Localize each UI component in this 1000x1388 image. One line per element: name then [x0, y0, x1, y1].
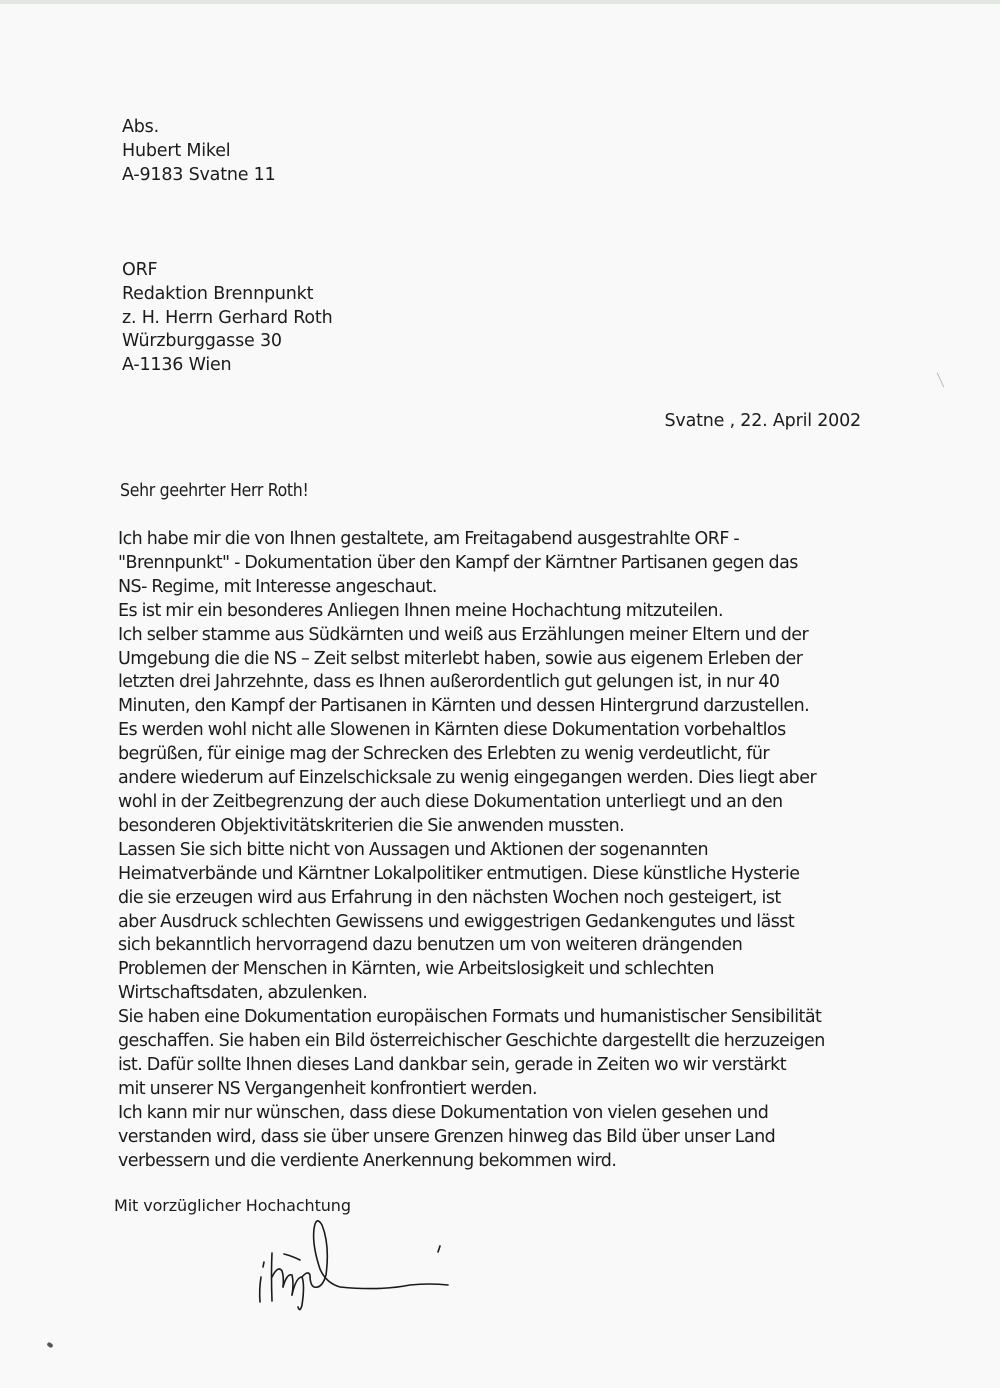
body-line: geschaffen. Sie haben ein Bild österreichischer Geschichte dargestellt die herzuzeigen — [118, 1031, 825, 1052]
body-line: die sie erzeugen wird aus Erfahrung in den nächsten Wochen noch gesteigert, ist — [118, 887, 781, 908]
body-line: letzten drei Jahrzehnte, dass es Ihnen außerordentlich gut gelungen ist, in nur 40 — [118, 672, 780, 693]
body-line: Es werden wohl nicht alle Slowenen in Kärnten diese Dokumentation vorbehaltlos — [118, 720, 786, 741]
recipient-organization: ORF — [122, 260, 158, 280]
recipient-attention: z. H. Herrn Gerhard Roth — [122, 307, 333, 328]
body-line: aber Ausdruck schlechten Gewissens und ewiggestrigen Gedankengutes und lässt — [118, 911, 795, 932]
body-line: Lassen Sie sich bitte nicht von Aussagen und Aktionen der sogenannten — [118, 839, 709, 860]
letter-date: Svatne , 22. April 2002 — [664, 411, 861, 431]
body-line: verbessern und die verdiente Anerkennung bekommen wird. — [118, 1150, 617, 1171]
body-line: Problemen der Menschen in Kärnten, wie Arbeitslosigkeit und schlechten — [118, 959, 714, 980]
body-line: wohl in der Zeitbegrenzung der auch diese Dokumentation unterliegt und an den — [118, 791, 783, 812]
sender-label: Abs. — [122, 117, 159, 137]
letter-body — [118, 528, 878, 1173]
recipient-department: Redaktion Brennpunkt — [122, 283, 314, 304]
body-line: NS- Regime, mit Interesse angeschaut. — [118, 576, 437, 597]
recipient-city: A-1136 Wien — [122, 355, 232, 376]
body-line: Minuten, den Kampf der Partisanen in Kärnten und dessen Hintergrund darzustellen. — [118, 696, 810, 717]
sender-address-block — [122, 116, 276, 187]
recipient-address-block — [122, 259, 332, 378]
body-line: andere wiederum auf Einzelschicksale zu wenig eingegangen werden. Dies liegt aber — [118, 768, 817, 789]
body-line: Es ist mir ein besonderes Anliegen Ihnen meine Hochachtung mitzuteilen. — [118, 600, 723, 621]
body-line: besonderen Objektivitätskriterien die Sie anwenden mussten. — [118, 815, 625, 836]
closing-phrase: Mit vorzüglicher Hochachtung — [114, 1196, 351, 1215]
signature-icon — [250, 1215, 480, 1315]
stray-ink-mark — [46, 1342, 53, 1349]
recipient-street: Würzburggasse 30 — [122, 331, 282, 352]
body-line: Wirtschaftsdaten, abzulenken. — [118, 983, 368, 1004]
sender-address: A-9183 Svatne 11 — [122, 164, 276, 185]
scan-top-edge — [0, 0, 1000, 4]
body-line: Ich kann mir nur wünschen, dass diese Dokumentation von vielen gesehen und — [118, 1102, 769, 1123]
body-line: sich bekanntlich hervorragend dazu benutzen um von weiteren drängenden — [118, 935, 743, 956]
body-line: Umgebung die die NS – Zeit selbst miterlebt haben, sowie aus eigenem Erleben der — [118, 648, 803, 669]
body-line: "Brennpunkt" - Dokumentation über den Kampf der Kärntner Partisanen gegen das — [118, 552, 798, 573]
body-line: verstanden wird, dass sie über unsere Grenzen hinweg das Bild über unser Land — [118, 1126, 776, 1147]
body-line: Heimatverbände und Kärntner Lokalpolitiker entmutigen. Diese künstliche Hysterie — [118, 863, 800, 884]
body-line: mit unserer NS Vergangenheit konfrontiert werden. — [118, 1078, 538, 1099]
body-line: ist. Dafür sollte Ihnen dieses Land dankbar sein, gerade in Zeiten wo wir verstärkt — [118, 1054, 787, 1075]
sender-name: Hubert Mikel — [122, 140, 231, 161]
body-line: Ich selber stamme aus Südkärnten und weiß aus Erzählungen meiner Eltern und der — [118, 624, 809, 645]
body-line: Ich habe mir die von Ihnen gestaltete, am Freitagabend ausgestrahlte ORF - — [118, 529, 740, 549]
body-line: Sie haben eine Dokumentation europäischen Formats und humanistischer Sensibilität — [118, 1007, 822, 1028]
stray-pen-mark — [937, 373, 945, 388]
salutation: Sehr geehrter Herr Roth! — [120, 481, 309, 501]
body-line: begrüßen, für einige mag der Schrecken des Erlebten zu wenig verdeutlicht, für — [118, 744, 770, 765]
